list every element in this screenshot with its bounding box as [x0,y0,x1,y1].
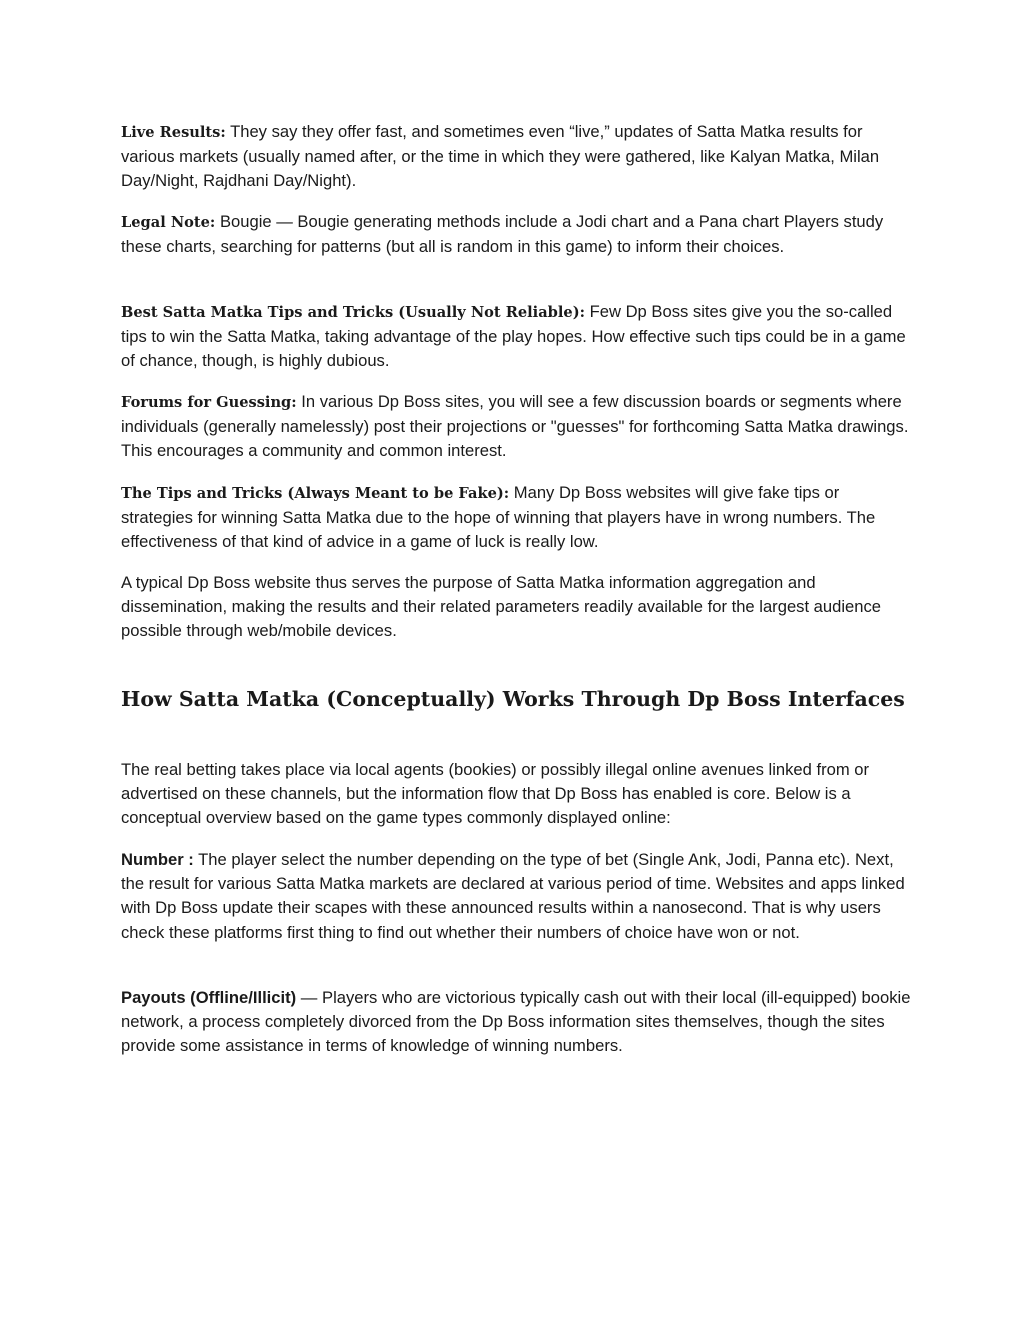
intro-paragraph: The real betting takes place via local agents (bookies) or possibly illegal online avenues linked from or advertised on these channels, but the information flow that Dp Boss has enabled is core. Below is a conceptual overview based on the game types commonly displayed online: [121,760,870,828]
fake-tips-paragraph [121,481,911,555]
fake-tips-text: Many Dp Boss websites will give fake tips or strategies for winning Satta Matka due to the hope of winning that players have in wrong numbers. The effectiveness of that kind of advice in a game of luck is really low. [121,483,876,552]
section-heading: How Satta Matka (Conceptually) Works Through Dp Boss Interfaces [121,687,905,711]
number-text: The player select the number depending on the type of bet (Single Ank, Jodi, Panna etc). Next, the result for various Satta Matka markets are declared at various period of time. Websites and apps linked with Dp Boss update their scapes with these announced results within a nanosecond. That is why users check these platforms first thing to find out whether their numbers of choice have won or not. [121,850,905,942]
fake-tips-label: The Tips and Tricks (Always Meant to be Fake): [121,485,510,502]
live-results-text: They say they offer fast, and sometimes even “live,” updates of Satta Matka results for various markets (usually named after, or the time in which they were gathered, like Kalyan Matka, Milan Day/Night, Rajdhani Day/Night). [121,122,880,191]
forums-paragraph [121,390,911,464]
payouts-label: Payouts (Offline/Illicit) [121,988,297,1007]
payouts-text: — Players who are victorious typically cash out with their local (ill-equipped) bookie network, a process completely divorced from the Dp Boss information sites themselves, though the sites provide some assistance in terms of knowledge of winning numbers. [121,988,911,1056]
summary-paragraph: A typical Dp Boss website thus serves the purpose of Satta Matka information aggregation and dissemination, making the results and their related parameters readily available for the largest audience possible through web/mobile devices. [121,573,882,641]
number-label: Number : [121,850,194,869]
number-paragraph [121,848,911,945]
tips-text: Few Dp Boss sites give you the so-called tips to win the Satta Matka, taking advantage of the play hopes. How effective such tips could be in a game of chance, though, is highly dubious. [121,302,906,371]
live-results-label: Live Results: [121,124,226,141]
live-results-paragraph [121,120,911,194]
tips-paragraph [121,300,911,374]
legal-note-label: Legal Note: [121,214,216,231]
tips-label: Best Satta Matka Tips and Tricks (Usually Not Reliable): [121,304,585,321]
legal-note-paragraph [121,210,911,259]
payouts-paragraph [121,986,911,1059]
forums-text: In various Dp Boss sites, you will see a few discussion boards or segments where individuals (generally namelessly) post their projections or "guesses" for forthcoming Satta Matka drawings. This encourages a community and common interest. [121,392,909,461]
legal-note-text: Bougie — Bougie generating methods include a Jodi chart and a Pana chart Players study these charts, searching for patterns (but all is random in this game) to inform their choices. [121,212,884,257]
forums-label: Forums for Guessing: [121,394,297,411]
